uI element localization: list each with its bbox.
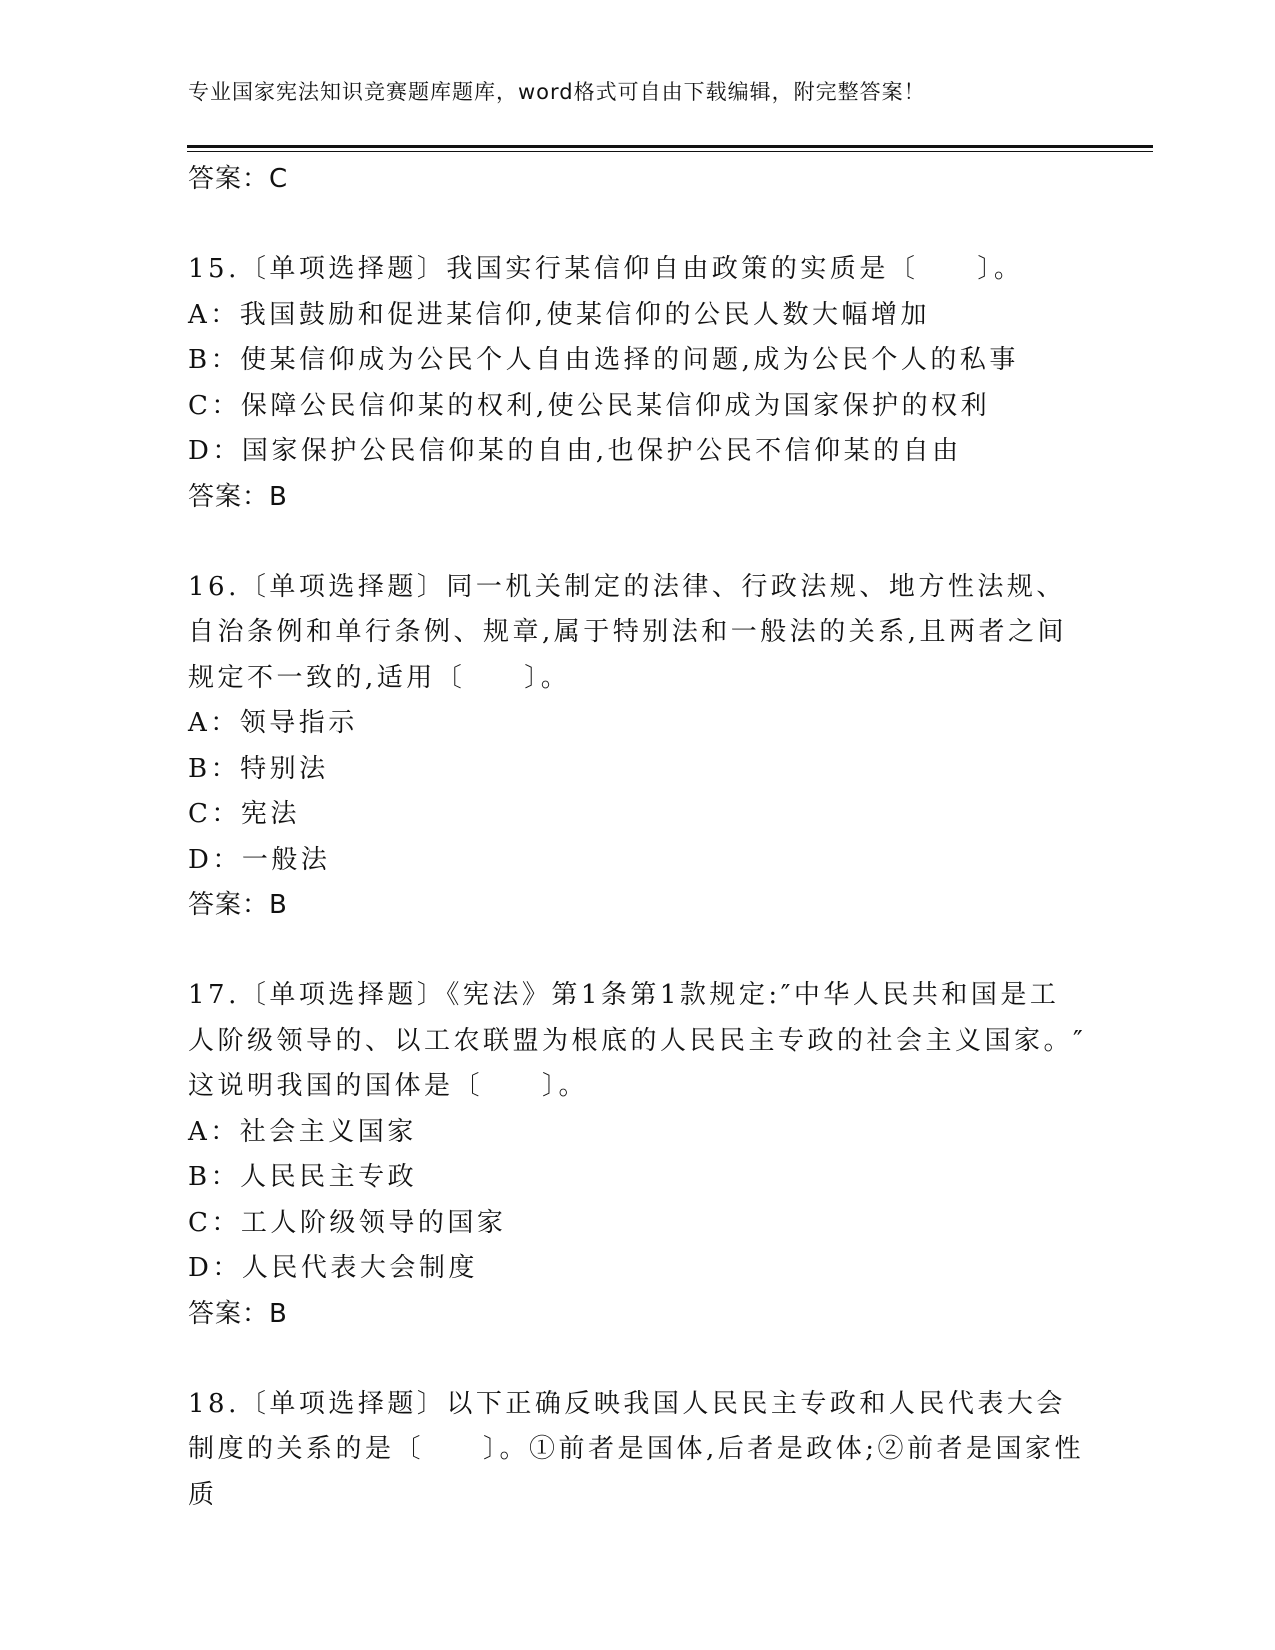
question-text: 17.〔单项选择题〕《宪法》第1条第1款规定:″中华人民共和国是工人阶级领导的、以工农联盟为根底的人民民主专政的社会主义国家。″这说明我国的国体是〔 〕。 (188, 980, 1087, 1101)
option-a: A：领导指示 (188, 708, 358, 738)
option-c: C：工人阶级领导的国家 (188, 1207, 507, 1238)
option-a: A：社会主义国家 (188, 1116, 417, 1147)
header-rule-thick (187, 145, 1153, 148)
option-a: A：我国鼓励和促进某信仰,使某信仰的公民人数大幅增加 (188, 299, 931, 330)
question-16 (188, 565, 1088, 929)
question-text: 18.〔单项选择题〕以下正确反映我国人民民主专政和人民代表大会制度的关系的是〔 〕。①前者是国体,后者是政体;②前者是国家性质 (188, 1388, 1085, 1510)
document-body (188, 157, 1088, 1518)
page-header: 专业国家宪法知识竞赛题库题库，word格式可自由下载编辑，附完整答案！ (188, 80, 926, 104)
answer-line: 答案：B (188, 481, 288, 512)
question-text: 15.〔单项选择题〕我国实行某信仰自由政策的实质是〔 〕。 (188, 254, 1024, 284)
answer-line: 答案：B (188, 1298, 288, 1329)
question-18 (188, 1382, 1088, 1519)
option-b: B：使某信仰成为公民个人自由选择的问题,成为公民个人的私事 (188, 345, 1019, 375)
answer-line: 答案：B (188, 890, 288, 920)
option-c: C：宪法 (188, 799, 300, 829)
question-text: 16.〔单项选择题〕同一机关制定的法律、行政法规、地方性法规、自治条例和单行条例、规章,属于特别法和一般法的关系,且两者之间规定不一致的,适用〔 〕。 (188, 571, 1068, 693)
answer-line: 答案：C (188, 164, 289, 194)
question-17 (188, 973, 1088, 1337)
header-rule-thin (187, 151, 1153, 152)
option-d: D：人民代表大会制度 (188, 1253, 478, 1283)
option-c: C：保障公民信仰某的权利,使公民某信仰成为国家保护的权利 (188, 390, 991, 421)
option-b: B：特别法 (188, 753, 329, 784)
question-15 (188, 247, 1088, 520)
option-d: D：一般法 (188, 844, 331, 875)
option-b: B：人民民主专政 (188, 1162, 418, 1192)
option-d: D：国家保护公民信仰某的自由,也保护公民不信仰某的自由 (188, 436, 962, 466)
